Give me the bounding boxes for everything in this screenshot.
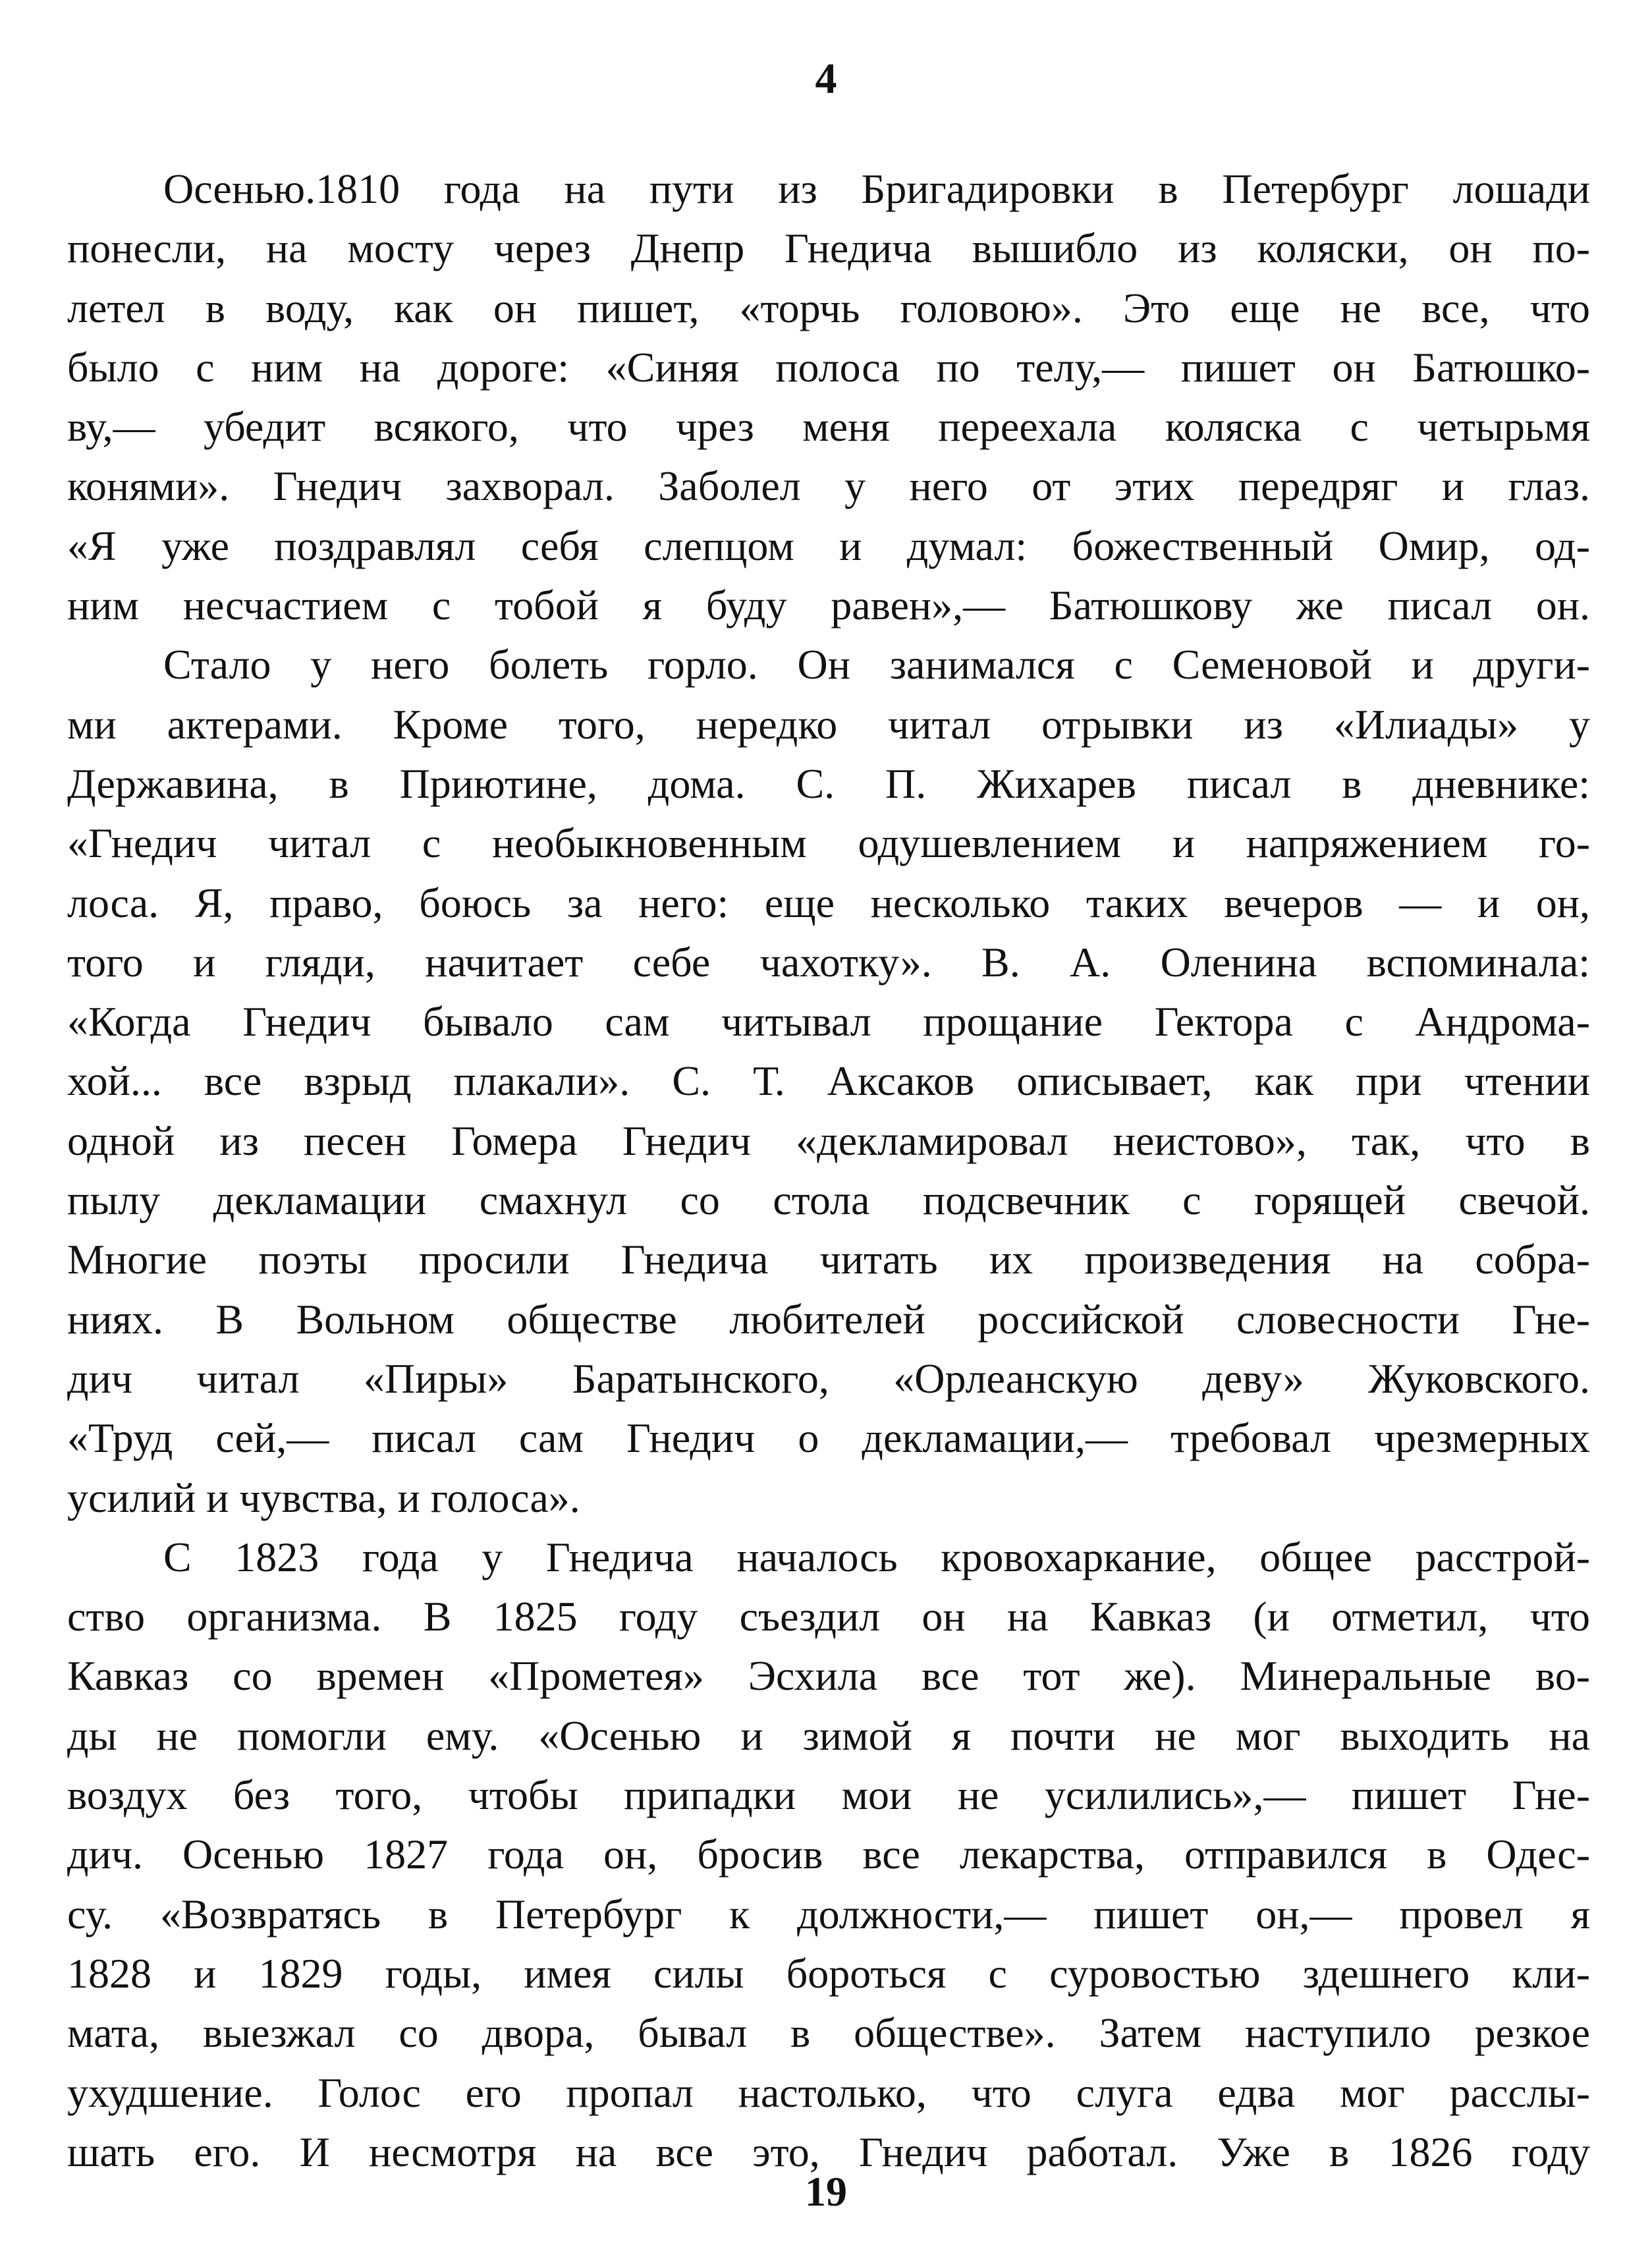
text-line: С 1823 года у Гнедича началось кровохаркание, общее расстрой- xyxy=(163,1533,1590,1580)
text-line: того и гляди, начитает себе чахотку». В. А. Оленина вспоминала: xyxy=(67,938,1590,986)
text-line: Многие поэты просили Гнедича читать их произведения на собра- xyxy=(67,1236,1590,1283)
body-text xyxy=(67,159,1590,2182)
text-line: ним несчастием с тобой я буду равен»,— Батюшкову же писал он. xyxy=(67,582,1590,629)
text-line: усилий и чувства, и голоса». xyxy=(67,1474,580,1521)
text-line: ниях. В Вольном обществе любителей российской словесности Гне- xyxy=(67,1295,1590,1343)
text-line: шать его. И несмотря на все это, Гнедич работал. Уже в 1826 году xyxy=(67,2128,1590,2175)
text-line: дич читал «Пиры» Баратынского, «Орлеанскую деву» Жуковского. xyxy=(67,1354,1590,1402)
text-line: Державина, в Приютине, дома. С. П. Жихарев писал в дневнике: xyxy=(67,760,1590,807)
page-number: 19 xyxy=(805,2168,847,2215)
text-line: воздух без того, чтобы припадки мои не усилились»,— пишет Гне- xyxy=(67,1771,1590,1819)
text-line: ухудшение. Голос его пропал настолько, что слуга едва мог расслы- xyxy=(67,2069,1590,2116)
text-line: Осенью.1810 года на пути из Бригадировки в Петербург лошади xyxy=(163,165,1590,212)
text-line: 1828 и 1829 годы, имея силы бороться с суровостью здешнего кли- xyxy=(67,1949,1590,1997)
text-line: ву,— убедит всякого, что чрез меня переехала коляска с четырьмя xyxy=(67,403,1590,451)
text-line: ми актерами. Кроме того, нередко читал отрывки из «Илиады» у xyxy=(67,700,1590,748)
text-line: ство организма. В 1825 году съездил он на Кавказ (и отметил, что xyxy=(67,1593,1590,1640)
text-line: было с ним на дороге: «Синяя полоса по телу,— пишет он Батюшко- xyxy=(67,343,1590,391)
text-line: Стало у него болеть горло. Он занимался с Семеновой и други- xyxy=(163,641,1590,688)
text-line: понесли, на мосту через Днепр Гнедича вышибло из коляски, он по- xyxy=(67,225,1590,272)
text-line: лоса. Я, право, боюсь за него: еще несколько таких вечеров — и он, xyxy=(67,879,1590,926)
text-line: су. «Возвратясь в Петербург к должности,— пишет он,— провел я xyxy=(67,1890,1590,1937)
text-line: хой... все взрыд плакали». С. Т. Аксаков описывает, как при чтении xyxy=(67,1057,1590,1105)
text-line: «Я уже поздравлял себя слепцом и думал: божественный Омир, од- xyxy=(67,522,1590,569)
page-section-number: 4 xyxy=(815,55,837,103)
text-line: «Труд сей,— писал сам Гнедич о декламации,— требовал чрезмерных xyxy=(67,1414,1590,1462)
text-line: одной из песен Гомера Гнедич «декламировал неистово», так, что в xyxy=(67,1117,1590,1164)
text-line: Кавказ со времен «Прометея» Эсхила все тот же). Минеральные во- xyxy=(67,1652,1590,1700)
text-line: «Гнедич читал с необыкновенным одушевлением и напряжением го- xyxy=(67,820,1590,867)
text-line: ды не помогли ему. «Осенью и зимой я почти не мог выходить на xyxy=(67,1712,1590,1759)
text-line: «Когда Гнедич бывало сам читывал прощание Гектора с Андрома- xyxy=(67,998,1590,1045)
text-line: конями». Гнедич захворал. Заболел у него от этих передряг и глаз. xyxy=(67,462,1590,510)
text-line: пылу декламации смахнул со стола подсвечник с горящей свечой. xyxy=(67,1177,1590,1224)
text-line: дич. Осенью 1827 года он, бросив все лекарства, отправился в Одес- xyxy=(67,1831,1590,1878)
text-line: мата, выезжал со двора, бывал в обществе». Затем наступило резкое xyxy=(67,2009,1590,2057)
text-line: летел в воду, как он пишет, «торчь головою». Это еще не все, что xyxy=(67,284,1590,331)
